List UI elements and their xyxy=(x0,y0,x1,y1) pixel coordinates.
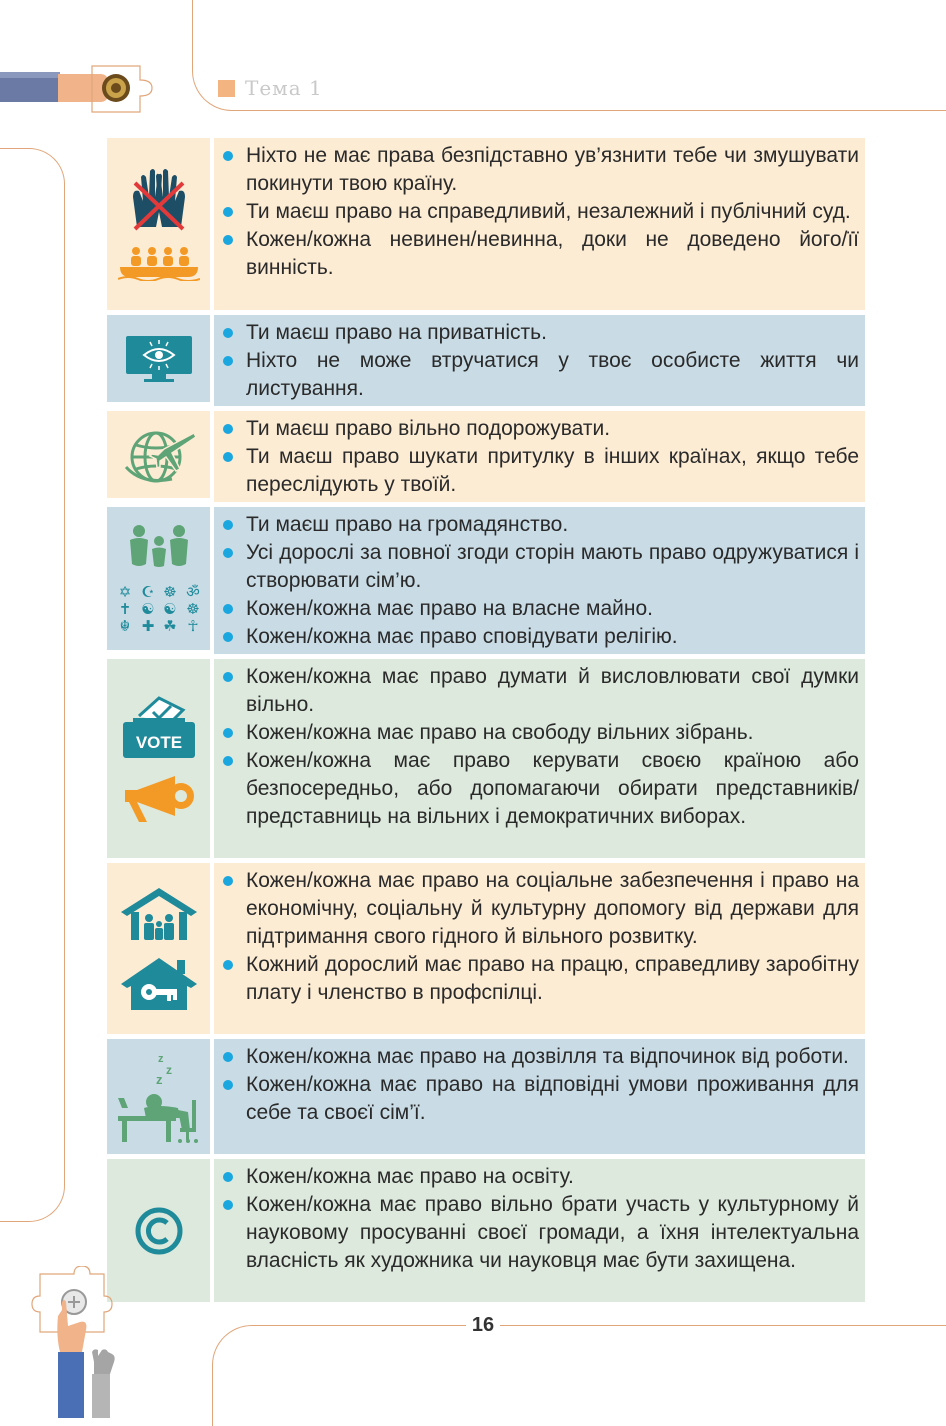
svg-text:☯: ☯ xyxy=(140,599,155,618)
rights-row xyxy=(107,411,865,502)
row-text-cell xyxy=(214,1039,865,1154)
footer-rule xyxy=(410,1325,460,1326)
theme-square-icon xyxy=(218,80,235,97)
right-item: Кожен/кожна має право керувати своєю країною або безпосередньо, або допомагаючи обирати представників/представниць на вільних і демократичних виборах. xyxy=(246,747,859,831)
svg-text:z: z xyxy=(155,1071,162,1087)
svg-text:✡: ✡ xyxy=(118,582,131,601)
right-item: Ти маєш право на приватність. xyxy=(246,319,859,347)
rights-row xyxy=(107,507,865,654)
row-text-cell xyxy=(214,659,865,858)
row-text-cell xyxy=(214,507,865,654)
rights-row xyxy=(107,863,865,1034)
right-item: Кожен/кожна має право на свободу вільних зібрань. xyxy=(246,719,859,747)
right-item: Ти маєш право на громадянство. xyxy=(246,511,859,539)
right-item: Ти маєш право вільно подорожувати. xyxy=(246,415,859,443)
row-icon-cell xyxy=(107,315,210,402)
crossed-hands-icon xyxy=(129,167,189,231)
svg-text:☸: ☸ xyxy=(162,582,177,601)
row-icon-cell xyxy=(107,863,210,1034)
family-icon xyxy=(127,524,191,568)
left-frame-line xyxy=(0,148,65,1222)
right-item: Ніхто не має права безпідставно ув’язнити тебе чи змушувати покинути твою країну. xyxy=(246,142,859,198)
vote-label: VOTE xyxy=(135,732,182,752)
row-text-cell xyxy=(214,138,865,310)
svg-text:☘: ☘ xyxy=(162,616,177,634)
row-icon-cell xyxy=(107,138,210,310)
svg-text:☯: ☯ xyxy=(162,599,177,618)
svg-text:z: z xyxy=(165,1062,172,1077)
right-item: Ніхто не може втручатися у твоє особисте життя чи листування. xyxy=(246,347,859,403)
raised-hands-decoration xyxy=(28,1266,128,1418)
row-icon-cell xyxy=(107,507,210,650)
row-text-cell xyxy=(214,863,865,1034)
monitor-eye-icon xyxy=(124,334,194,384)
religious-symbols-icon xyxy=(114,582,204,634)
right-item: Кожен/кожна має право сповідувати релігію. xyxy=(246,623,859,651)
row-text-cell xyxy=(214,411,865,502)
svg-text:ॐ: ॐ xyxy=(185,582,200,601)
rights-row xyxy=(107,138,865,310)
right-item: Кожен/кожна невинен/невинна, доки не доведено його/її винність. xyxy=(246,226,859,282)
row-text-cell xyxy=(214,1159,865,1302)
right-item: Кожен/кожна має право на дозвілля та відпочинок від роботи. xyxy=(246,1043,859,1071)
row-icon-cell xyxy=(107,1039,210,1154)
svg-text:✝: ✝ xyxy=(118,599,131,618)
right-item: Кожен/кожна має право на власне майно. xyxy=(246,595,859,623)
theme-header xyxy=(218,76,323,100)
row-text-cell xyxy=(214,315,865,406)
page-number: 16 xyxy=(466,1314,500,1338)
right-item: Ти маєш право на справедливий, незалежний і публічний суд. xyxy=(246,198,859,226)
right-item: Ти маєш право шукати притулку в інших країнах, якщо тебе переслідують у твоїй. xyxy=(246,443,859,499)
bottom-frame-line xyxy=(212,1325,946,1426)
copyright-icon xyxy=(134,1206,184,1256)
theme-title: Тема 1 xyxy=(245,76,323,100)
rights-row xyxy=(107,1039,865,1154)
ballot-box-icon xyxy=(119,694,199,760)
right-item: Кожен/кожна має право думати й висловлювати свої думки вільно. xyxy=(246,663,859,719)
svg-text:z: z xyxy=(157,1052,163,1065)
right-item: Кожен/кожна має право на соціальне забезпечення і право на економічну, соціальну й культурну допомогу від держави для підтримання свого гідного й вільного розвитку. xyxy=(246,867,859,951)
hand-puzzle-decoration xyxy=(0,64,160,114)
megaphone-icon xyxy=(119,774,199,824)
svg-text:☥: ☥ xyxy=(186,616,199,634)
svg-text:☬: ☬ xyxy=(119,616,130,634)
rights-row xyxy=(107,315,865,406)
right-item: Кожен/кожна має право на освіту. xyxy=(246,1163,859,1191)
globe-plane-icon xyxy=(122,423,196,487)
house-key-icon xyxy=(119,956,199,1012)
rights-table xyxy=(107,138,865,1307)
house-family-icon xyxy=(119,886,199,942)
row-icon-cell xyxy=(107,659,210,858)
sleeping-at-desk-icon xyxy=(118,1050,200,1144)
right-item: Кожен/кожна має право вільно брати участь у культурному й науковому просуванні своєї громади, а їхня інтелектуальна власність як художника чи науковця має бути захищена. xyxy=(246,1191,859,1275)
rights-row xyxy=(107,659,865,858)
people-on-boat-icon xyxy=(118,245,200,281)
right-item: Усі дорослі за повної згоди сторін мають право одружуватися і створювати сім’ю. xyxy=(246,539,859,595)
right-item: Кожен/кожна має право на відповідні умови проживання для себе та своєї сім’ї. xyxy=(246,1071,859,1127)
right-item: Кожний дорослий має право на працю, справедливу заробітну плату і членство в профспілці. xyxy=(246,951,859,1007)
svg-text:✚: ✚ xyxy=(141,616,154,634)
rights-row xyxy=(107,1159,865,1302)
svg-text:☸: ☸ xyxy=(185,599,200,618)
svg-text:☪: ☪ xyxy=(140,582,155,601)
row-icon-cell xyxy=(107,411,210,498)
